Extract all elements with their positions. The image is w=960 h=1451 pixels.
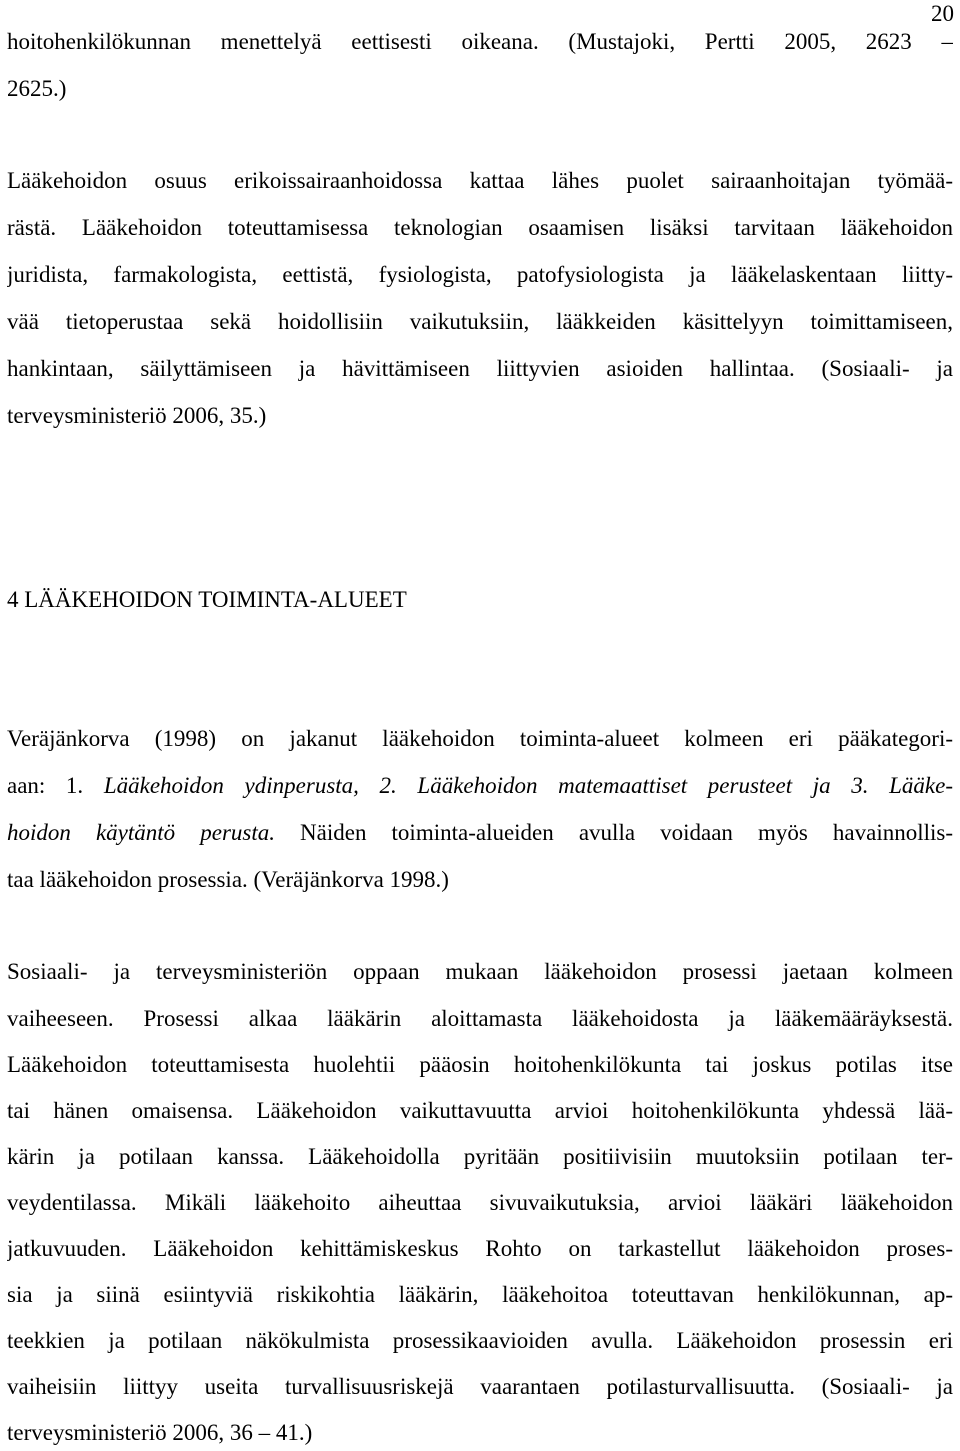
paragraph-4-line-9: teekkien ja potilaan näkökulmista prosessikaavioiden avulla. Lääkehoidon prosessin eri bbox=[7, 1328, 953, 1353]
paragraph-3-line-2 bbox=[7, 771, 953, 801]
paragraph-4-line-4: tai hänen omaisensa. Lääkehoidon vaikuttavuutta arvioi hoitohenkilökunta yhdessä lää- bbox=[7, 1098, 953, 1123]
paragraph-4-line-1: Sosiaali- ja terveysministeriön oppaan mukaan lääkehoidon prosessi jaetaan kolmeen bbox=[7, 959, 953, 984]
paragraph-3-line-3 bbox=[7, 818, 953, 848]
paragraph-3-line-2-plain: aan: 1. bbox=[7, 773, 104, 798]
section-heading: 4 LÄÄKEHOIDON TOIMINTA-ALUEET bbox=[7, 587, 407, 612]
paragraph-4-line-5: kärin ja potilaan kanssa. Lääkehoidolla pyritään positiivisiin muutoksiin potilaan ter- bbox=[7, 1144, 953, 1169]
paragraph-2-line-3: juridista, farmakologista, eettistä, fysiologista, patofysiologista ja lääkelaskentaan liitty- bbox=[7, 262, 953, 287]
paragraph-1-line-1: hoitohenkilökunnan menettelyä eettisesti oikeana. (Mustajoki, Pertti 2005, 2623 – bbox=[7, 29, 953, 54]
paragraph-3-line-4: taa lääkehoidon prosessia. (Veräjänkorva 1998.) bbox=[7, 867, 449, 892]
paragraph-4-line-2: vaiheeseen. Prosessi alkaa lääkärin aloittamasta lääkehoidosta ja lääkemääräyksestä. bbox=[7, 1006, 953, 1031]
paragraph-2-line-4: vää tietoperustaa sekä hoidollisiin vaikutuksiin, lääkkeiden käsittelyyn toimittamiseen, bbox=[7, 309, 953, 334]
paragraph-3-line-2-italic: Lääkehoidon ydinperusta, 2. Lääkehoidon matemaattiset perusteet ja 3. Lääke- bbox=[103, 773, 953, 798]
paragraph-2-line-6: terveysministeriö 2006, 35.) bbox=[7, 403, 267, 428]
paragraph-4-line-7: jatkuvuuden. Lääkehoidon kehittämiskeskus Rohto on tarkastellut lääkehoidon proses- bbox=[7, 1236, 953, 1261]
paragraph-4-line-3: Lääkehoidon toteuttamisesta huolehtii pääosin hoitohenkilökunta tai joskus potilas itse bbox=[7, 1052, 953, 1077]
paragraph-2-line-2: rästä. Lääkehoidon toteuttamisessa teknologian osaamisen lisäksi tarvitaan lääkehoidon bbox=[7, 215, 953, 240]
paragraph-4-line-11: terveysministeriö 2006, 36 – 41.) bbox=[7, 1420, 313, 1445]
paragraph-3-line-3-italic: hoidon käytäntö perusta. bbox=[7, 820, 275, 845]
paragraph-2-line-5: hankintaan, säilyttämiseen ja hävittämiseen liittyvien asioiden hallintaa. (Sosiaali- ja bbox=[7, 356, 953, 381]
paragraph-1-line-2: 2625.) bbox=[7, 76, 67, 101]
page-number: 20 bbox=[931, 1, 954, 26]
paragraph-3-line-3-plain: Näiden toiminta-alueiden avulla voidaan myös havainnollis- bbox=[274, 820, 953, 845]
paragraph-4-line-8: sia ja siinä esiintyviä riskikohtia lääkärin, lääkehoitoa toteuttavan henkilökunnan, ap- bbox=[7, 1282, 953, 1307]
paragraph-4-line-6: veydentilassa. Mikäli lääkehoito aiheuttaa sivuvaikutuksia, arvioi lääkäri lääkehoidon bbox=[7, 1190, 953, 1215]
paragraph-2-line-1: Lääkehoidon osuus erikoissairaanhoidossa kattaa lähes puolet sairaanhoitajan työmää- bbox=[7, 168, 953, 193]
paragraph-3-line-1: Veräjänkorva (1998) on jakanut lääkehoidon toiminta-alueet kolmeen eri pääkategori- bbox=[7, 726, 953, 751]
paragraph-4-line-10: vaiheisiin liittyy useita turvallisuusriskejä vaarantaen potilasturvallisuutta. (Sosiaali- ja bbox=[7, 1374, 953, 1399]
